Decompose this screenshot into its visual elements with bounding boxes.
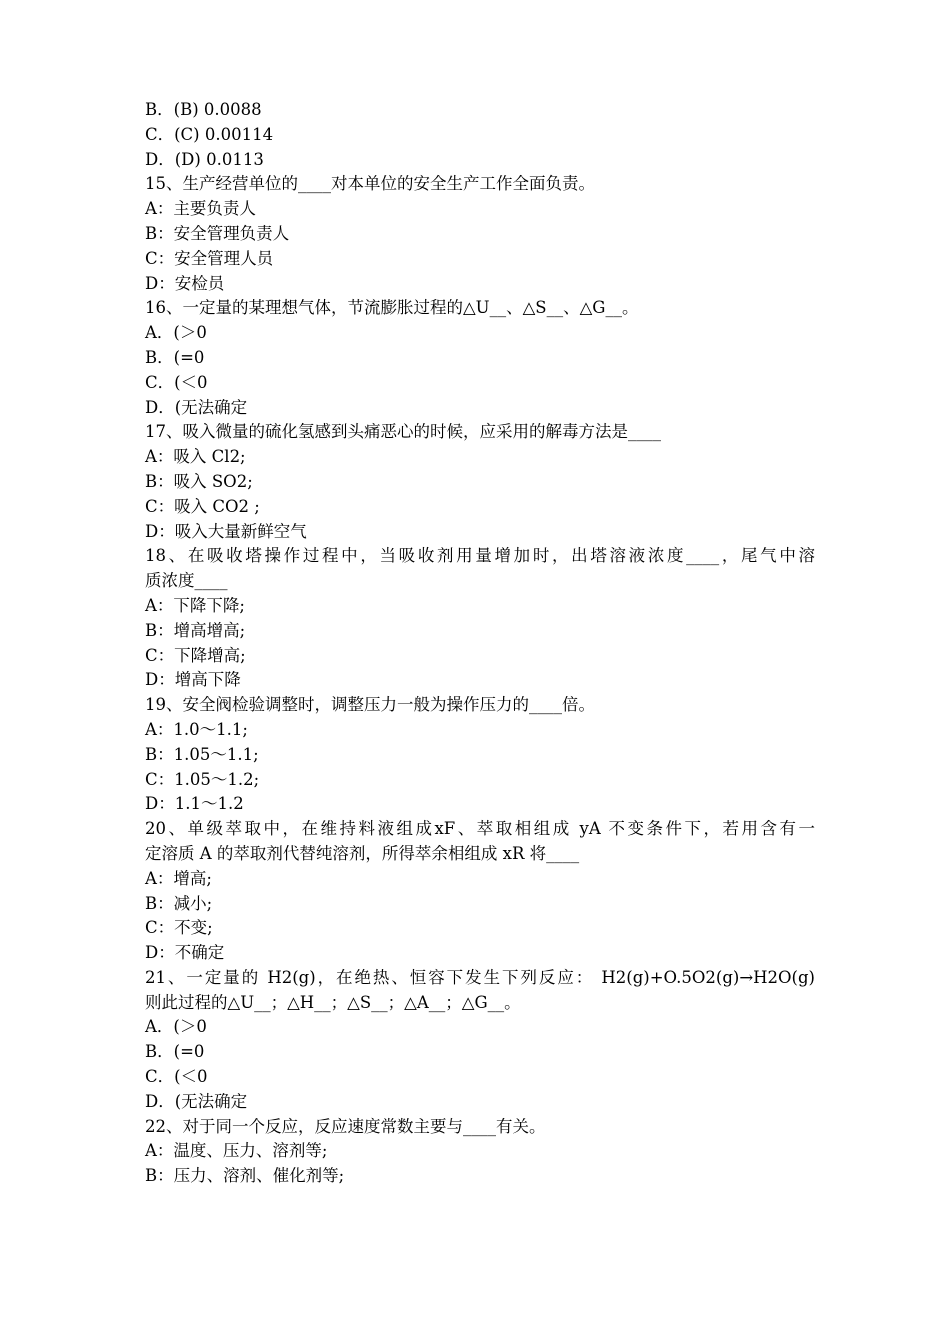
- question-20-continued: 定溶质 A 的萃取剂代替纯溶剂，所得萃余相组成 xR 将____: [145, 843, 580, 863]
- option-line: B：压力、溶剂、催化剂等;: [145, 1166, 345, 1186]
- option-line: D：吸入大量新鲜空气: [145, 521, 307, 541]
- option-line: A：增高;: [145, 868, 212, 888]
- option-line: A：1.0～1.1;: [145, 719, 248, 739]
- option-line: D．(D) 0.0113: [145, 149, 264, 169]
- question-19: 19、安全阀检验调整时，调整压力一般为操作压力的____倍。: [145, 695, 595, 715]
- question-20: 20、单级萃取中，在维持料液组成xF、萃取相组成 yA 不变条件下，若用含有一: [145, 819, 815, 839]
- option-line: B：1.05～1.1;: [145, 744, 259, 764]
- question-15: 15、生产经营单位的____对本单位的安全生产工作全面负责。: [145, 174, 595, 194]
- option-line: A：下降下降;: [145, 595, 245, 615]
- option-line: D．(无法确定: [145, 397, 248, 417]
- option-line: D：增高下降: [145, 670, 241, 690]
- option-line: C：1.05～1.2;: [145, 769, 260, 789]
- option-line: A：温度、压力、溶剂等;: [145, 1141, 328, 1161]
- option-line: C．(C) 0.00114: [145, 124, 274, 144]
- option-line: B：吸入 SO2;: [145, 471, 253, 491]
- option-line: C．(＜0: [145, 1067, 208, 1087]
- option-line: B．(=0: [145, 1042, 205, 1062]
- option-line: D：不确定: [145, 943, 225, 963]
- question-21: 21、一定量的 H2(g)，在绝热、恒容下发生下列反应： H2(g)+O.5O2(g)→H2O(g): [145, 967, 815, 987]
- option-line: B．(B) 0.0088: [145, 100, 262, 119]
- option-line: D．(无法确定: [145, 1091, 248, 1111]
- option-line: D：1.1～1.2: [145, 794, 244, 814]
- option-line: C：下降增高;: [145, 645, 246, 665]
- option-line: C：不变;: [145, 918, 213, 938]
- option-line: C．(＜0: [145, 372, 208, 392]
- option-line: B：减小;: [145, 893, 213, 913]
- option-line: D：安检员: [145, 273, 225, 293]
- question-16: 16、一定量的某理想气体，节流膨胀过程的△U__、△S__、△G__。: [145, 298, 639, 318]
- option-line: A：吸入 Cl2;: [145, 447, 246, 467]
- question-21-continued: 则此过程的△U__；△H__；△S__；△A__；△G__。: [145, 992, 521, 1012]
- option-line: A：主要负责人: [145, 199, 256, 219]
- question-17: 17、吸入微量的硫化氢感到头痛恶心的时候，应采用的解毒方法是____: [145, 422, 661, 442]
- option-line: C：吸入 CO2 ;: [145, 496, 260, 516]
- document-body: [145, 98, 815, 1189]
- option-line: C：安全管理人员: [145, 248, 274, 268]
- option-line: A．(＞0: [145, 323, 207, 343]
- option-line: B：增高增高;: [145, 620, 246, 640]
- question-18-continued: 质浓度____: [145, 571, 228, 591]
- question-18: 18、在吸收塔操作过程中，当吸收剂用量增加时，出塔溶液浓度____，尾气中溶: [145, 546, 815, 566]
- question-22: 22、对于同一个反应，反应速度常数主要与____有关。: [145, 1116, 546, 1136]
- option-line: B．(=0: [145, 347, 205, 367]
- option-line: B：安全管理负责人: [145, 223, 290, 243]
- option-line: A．(＞0: [145, 1017, 207, 1037]
